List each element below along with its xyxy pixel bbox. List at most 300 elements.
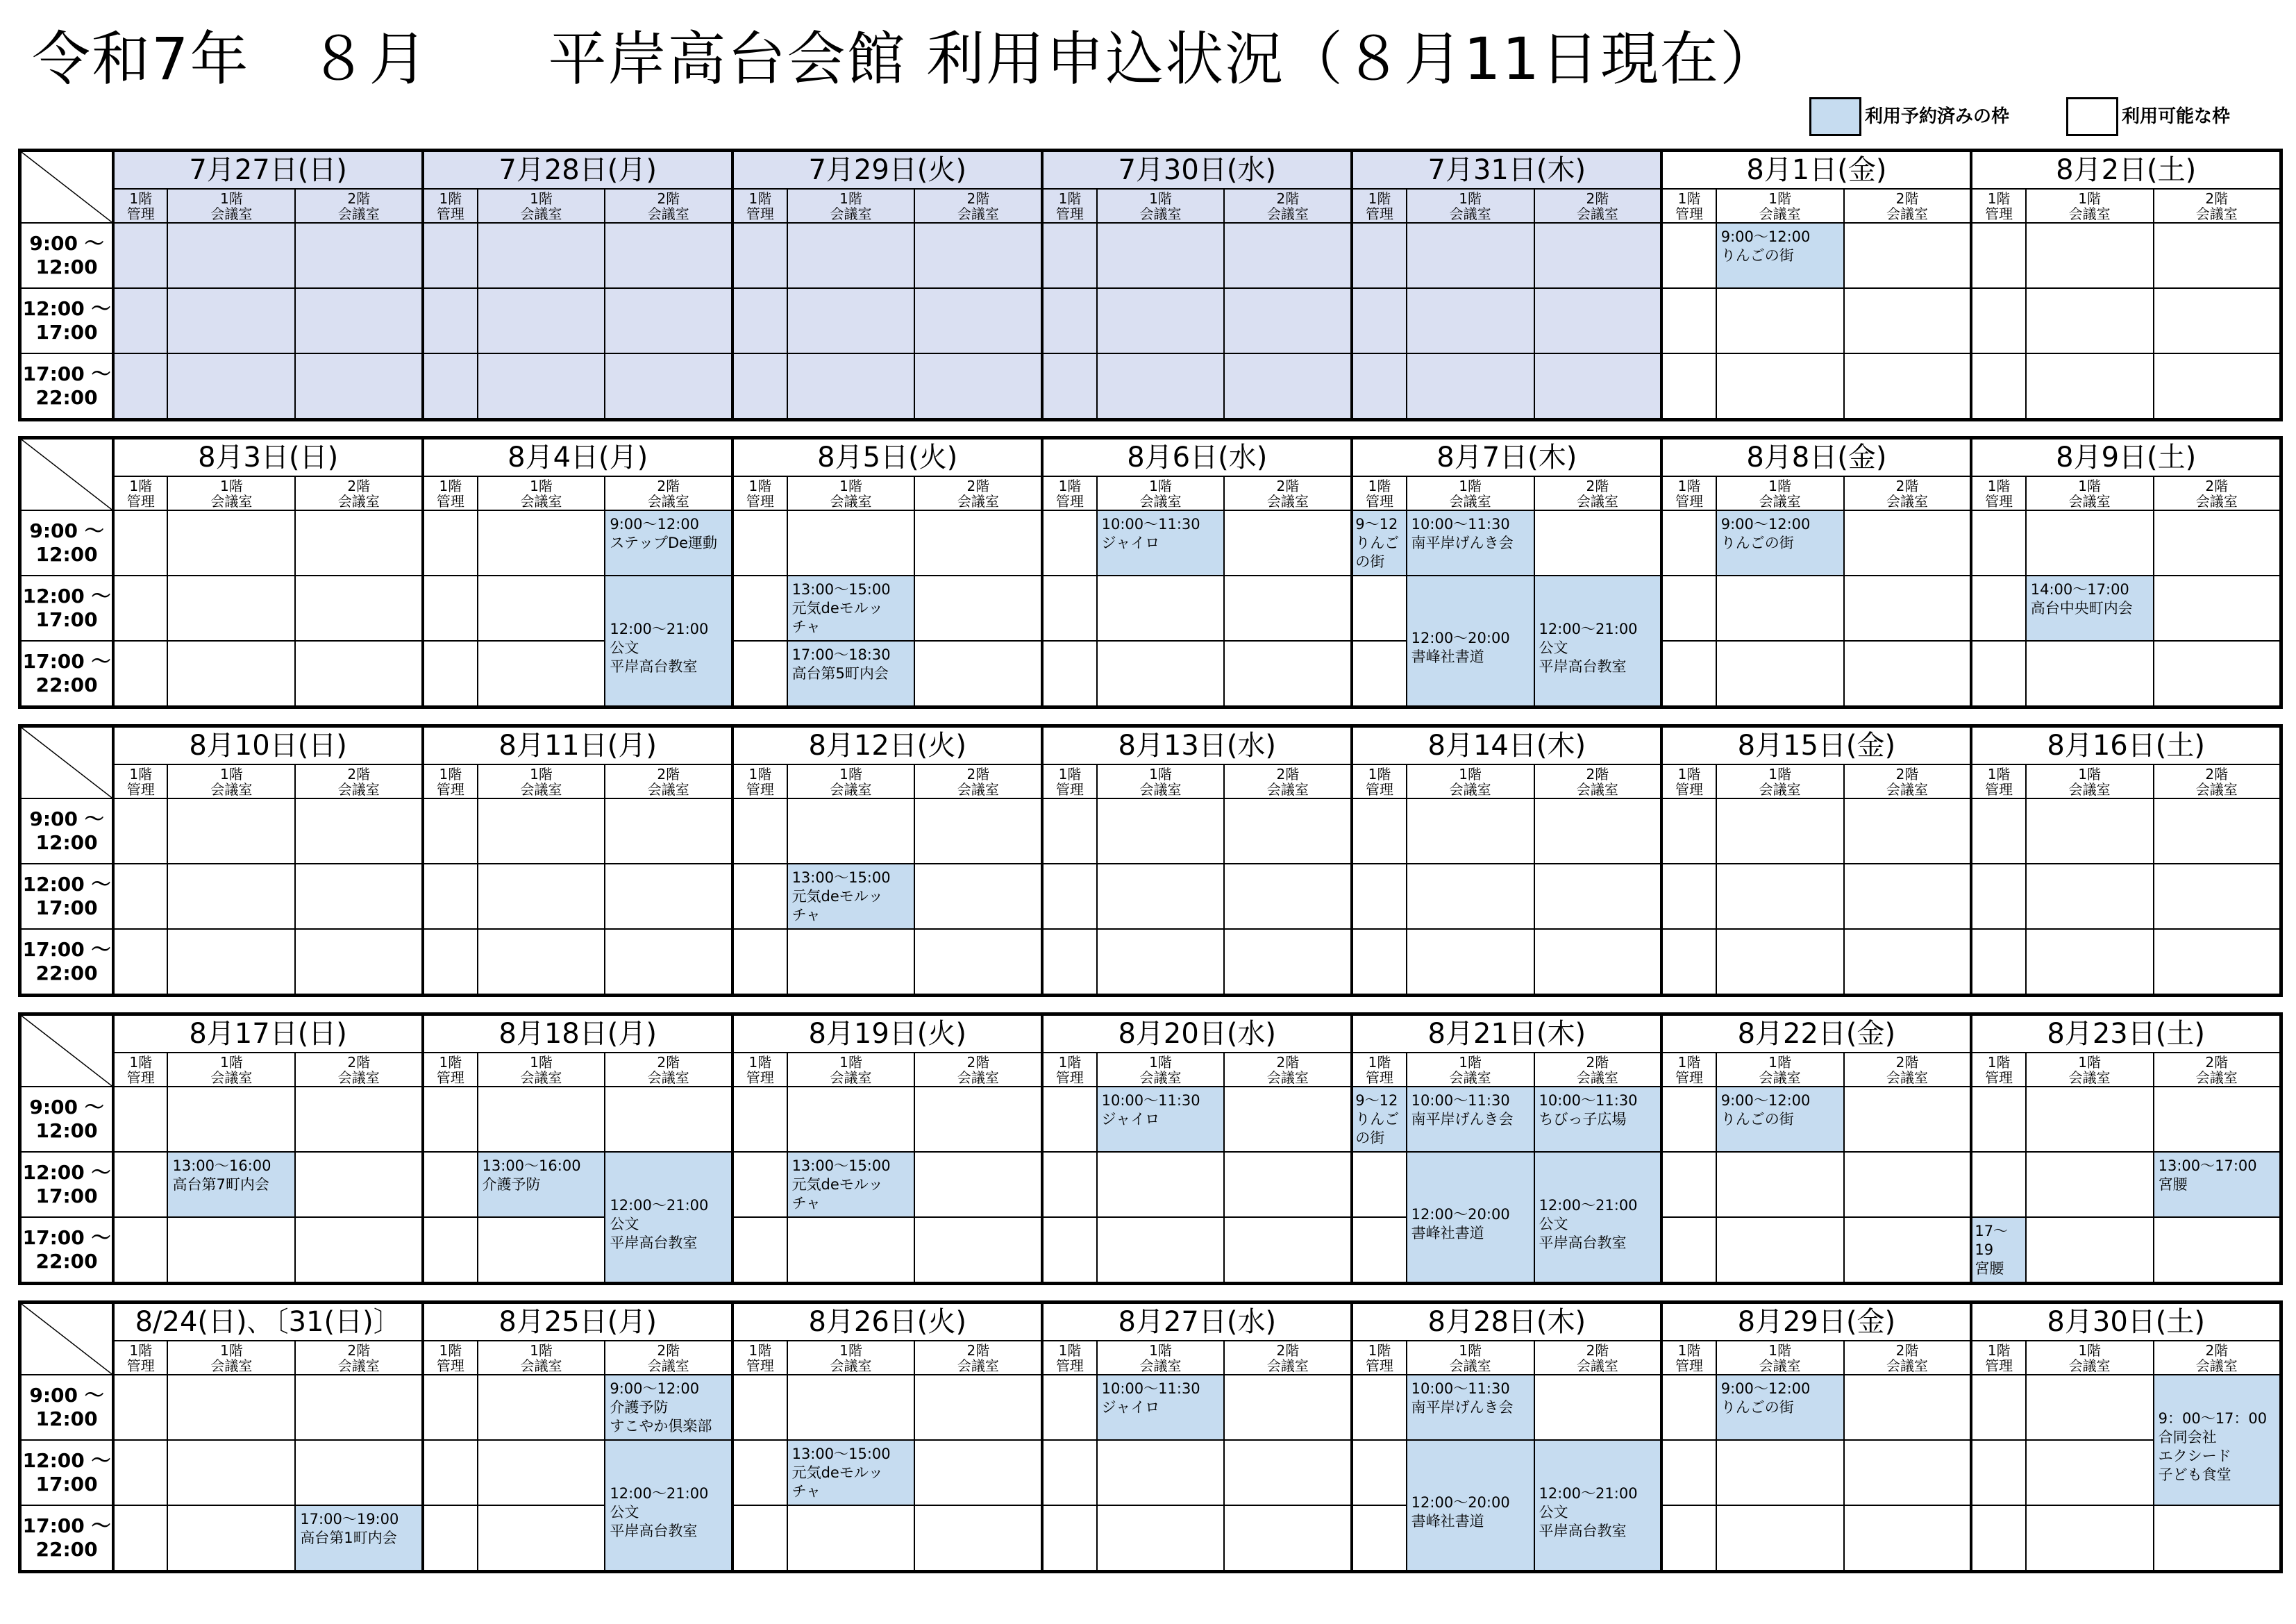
schedule-slot[interactable] (1407, 798, 1534, 864)
schedule-slot[interactable] (914, 576, 1042, 641)
schedule-slot[interactable] (732, 1505, 787, 1572)
schedule-slot[interactable] (1971, 1152, 2025, 1217)
schedule-slot[interactable] (478, 864, 605, 929)
schedule-slot[interactable] (605, 288, 732, 353)
schedule-slot[interactable] (1407, 1505, 1534, 1572)
schedule-slot[interactable] (1971, 1087, 2025, 1152)
schedule-slot[interactable] (605, 1375, 732, 1440)
schedule-slot[interactable] (605, 1087, 732, 1152)
schedule-slot[interactable] (1352, 1087, 1406, 1152)
schedule-slot[interactable] (113, 1087, 167, 1152)
schedule-slot[interactable] (787, 1505, 915, 1572)
schedule-slot[interactable] (113, 223, 167, 288)
schedule-slot[interactable] (787, 929, 915, 996)
schedule-slot[interactable] (1716, 641, 1844, 708)
schedule-slot[interactable] (1352, 1440, 1406, 1505)
schedule-slot[interactable] (423, 1375, 477, 1440)
schedule-slot[interactable] (423, 1152, 477, 1217)
schedule-slot[interactable] (1534, 1217, 1662, 1284)
schedule-slot[interactable] (1042, 641, 1096, 708)
schedule-slot[interactable] (732, 576, 787, 641)
schedule-slot[interactable] (2026, 929, 2154, 996)
schedule-slot[interactable] (1097, 929, 1225, 996)
schedule-slot[interactable] (423, 641, 477, 708)
schedule-slot[interactable] (605, 576, 732, 675)
schedule-slot[interactable] (1661, 1152, 1716, 1217)
schedule-slot[interactable] (1534, 223, 1662, 288)
booking-block[interactable] (1407, 1087, 1534, 1151)
schedule-slot[interactable] (2154, 864, 2281, 929)
schedule-slot[interactable] (1097, 288, 1225, 353)
schedule-slot[interactable] (113, 353, 167, 420)
schedule-slot[interactable] (2154, 798, 2281, 864)
schedule-slot[interactable] (732, 1087, 787, 1152)
schedule-slot[interactable] (1097, 1152, 1225, 1217)
schedule-slot[interactable] (1971, 864, 2025, 929)
schedule-slot[interactable] (605, 1152, 732, 1251)
schedule-slot[interactable] (1407, 929, 1534, 996)
schedule-slot[interactable] (732, 864, 787, 929)
booking-block[interactable] (1407, 511, 1534, 575)
schedule-slot[interactable] (1097, 1505, 1225, 1572)
schedule-slot[interactable] (2154, 1440, 2281, 1505)
booking-block[interactable] (605, 511, 731, 575)
schedule-slot[interactable] (1224, 929, 1352, 996)
schedule-slot[interactable] (295, 576, 423, 641)
schedule-slot[interactable] (1661, 353, 1716, 420)
schedule-slot[interactable] (1661, 576, 1716, 641)
booking-block[interactable] (2027, 576, 2153, 640)
schedule-slot[interactable] (1534, 353, 1662, 420)
schedule-slot[interactable] (423, 510, 477, 576)
schedule-slot[interactable] (1716, 1152, 1844, 1217)
booking-block[interactable] (1717, 224, 1843, 287)
schedule-slot[interactable] (1844, 1152, 1972, 1217)
schedule-slot[interactable] (2154, 510, 2281, 576)
booking-block[interactable] (296, 1506, 421, 1570)
schedule-slot[interactable] (1407, 1152, 1534, 1241)
schedule-slot[interactable] (1224, 576, 1352, 641)
schedule-slot[interactable] (2154, 1217, 2281, 1284)
schedule-slot[interactable] (1042, 1505, 1096, 1572)
schedule-slot[interactable] (732, 288, 787, 353)
booking-block[interactable] (788, 642, 914, 705)
booking-block[interactable] (1353, 1087, 1405, 1151)
schedule-slot[interactable] (1661, 798, 1716, 864)
schedule-slot[interactable] (113, 929, 167, 996)
schedule-slot[interactable] (478, 353, 605, 420)
schedule-slot[interactable] (1661, 1087, 1716, 1152)
schedule-slot[interactable] (914, 288, 1042, 353)
schedule-slot[interactable] (732, 641, 787, 708)
schedule-slot[interactable] (914, 1375, 1042, 1440)
schedule-slot[interactable] (1042, 864, 1096, 929)
schedule-slot[interactable] (295, 510, 423, 576)
schedule-slot[interactable] (1407, 864, 1534, 929)
schedule-slot[interactable] (295, 641, 423, 708)
schedule-slot[interactable] (1661, 864, 1716, 929)
schedule-slot[interactable] (1534, 641, 1662, 708)
schedule-slot[interactable] (2154, 223, 2281, 288)
schedule-slot[interactable] (1097, 641, 1225, 708)
schedule-slot[interactable] (478, 223, 605, 288)
schedule-slot[interactable] (1352, 1217, 1406, 1284)
schedule-slot[interactable] (1042, 1440, 1096, 1505)
schedule-slot[interactable] (167, 798, 295, 864)
schedule-slot[interactable] (1716, 1440, 1844, 1505)
schedule-slot[interactable] (1224, 1152, 1352, 1217)
schedule-slot[interactable] (914, 1440, 1042, 1505)
schedule-slot[interactable] (1097, 223, 1225, 288)
schedule-slot[interactable] (1844, 223, 1972, 288)
schedule-slot[interactable] (423, 353, 477, 420)
schedule-slot[interactable] (1224, 288, 1352, 353)
schedule-slot[interactable] (1971, 288, 2025, 353)
schedule-slot[interactable] (2154, 353, 2281, 420)
schedule-slot[interactable] (787, 353, 915, 420)
schedule-slot[interactable] (2154, 576, 2281, 641)
schedule-slot[interactable] (605, 1217, 732, 1284)
schedule-slot[interactable] (478, 1087, 605, 1152)
schedule-slot[interactable] (1716, 223, 1844, 288)
schedule-slot[interactable] (478, 641, 605, 708)
schedule-slot[interactable] (914, 223, 1042, 288)
schedule-slot[interactable] (1407, 223, 1534, 288)
schedule-slot[interactable] (1224, 1440, 1352, 1505)
schedule-slot[interactable] (423, 1217, 477, 1284)
schedule-slot[interactable] (2026, 1505, 2154, 1572)
schedule-slot[interactable] (1971, 1440, 2025, 1505)
schedule-slot[interactable] (1661, 929, 1716, 996)
schedule-slot[interactable] (1352, 1152, 1406, 1217)
schedule-slot[interactable] (295, 223, 423, 288)
schedule-slot[interactable] (478, 1217, 605, 1284)
schedule-slot[interactable] (1971, 1375, 2025, 1440)
booking-block[interactable] (2154, 1153, 2279, 1216)
schedule-slot[interactable] (1534, 576, 1662, 675)
schedule-slot[interactable] (478, 510, 605, 576)
schedule-slot[interactable] (113, 1217, 167, 1284)
schedule-slot[interactable] (914, 510, 1042, 576)
schedule-slot[interactable] (787, 864, 915, 929)
booking-block[interactable] (1535, 1087, 1661, 1151)
schedule-slot[interactable] (478, 798, 605, 864)
schedule-slot[interactable] (914, 1087, 1042, 1152)
schedule-slot[interactable] (1716, 1087, 1844, 1152)
schedule-slot[interactable] (113, 798, 167, 864)
schedule-slot[interactable] (423, 576, 477, 641)
schedule-slot[interactable] (605, 798, 732, 864)
schedule-slot[interactable] (1224, 1375, 1352, 1440)
schedule-slot[interactable] (787, 1087, 915, 1152)
schedule-slot[interactable] (1716, 1505, 1844, 1572)
schedule-slot[interactable] (914, 1152, 1042, 1217)
schedule-slot[interactable] (732, 353, 787, 420)
schedule-slot[interactable] (423, 288, 477, 353)
schedule-slot[interactable] (2026, 1375, 2154, 1440)
schedule-slot[interactable] (423, 223, 477, 288)
schedule-slot[interactable] (167, 1217, 295, 1284)
schedule-slot[interactable] (295, 798, 423, 864)
schedule-slot[interactable] (1042, 223, 1096, 288)
schedule-slot[interactable] (1224, 1505, 1352, 1572)
schedule-slot[interactable] (167, 1087, 295, 1152)
schedule-slot[interactable] (1534, 1375, 1662, 1440)
schedule-slot[interactable] (787, 641, 915, 708)
schedule-slot[interactable] (1971, 1217, 2025, 1284)
schedule-slot[interactable] (1971, 641, 2025, 708)
schedule-slot[interactable] (2026, 1217, 2154, 1284)
schedule-slot[interactable] (914, 353, 1042, 420)
schedule-slot[interactable] (2154, 1152, 2281, 1217)
schedule-slot[interactable] (1042, 798, 1096, 864)
schedule-slot[interactable] (1407, 510, 1534, 576)
schedule-slot[interactable] (1844, 864, 1972, 929)
schedule-slot[interactable] (1661, 223, 1716, 288)
schedule-slot[interactable] (1042, 510, 1096, 576)
schedule-slot[interactable] (605, 223, 732, 288)
schedule-slot[interactable] (1407, 288, 1534, 353)
schedule-slot[interactable] (2026, 641, 2154, 708)
schedule-slot[interactable] (1042, 1087, 1096, 1152)
schedule-slot[interactable] (732, 929, 787, 996)
schedule-slot[interactable] (1407, 1375, 1534, 1440)
schedule-slot[interactable] (167, 1505, 295, 1572)
booking-block[interactable] (1972, 1218, 2025, 1282)
schedule-slot[interactable] (1661, 288, 1716, 353)
schedule-slot[interactable] (295, 1375, 423, 1440)
schedule-slot[interactable] (1971, 510, 2025, 576)
schedule-slot[interactable] (2154, 1087, 2281, 1152)
schedule-slot[interactable] (1844, 1440, 1972, 1505)
schedule-slot[interactable] (732, 510, 787, 576)
schedule-slot[interactable] (478, 1505, 605, 1572)
schedule-slot[interactable] (478, 1152, 605, 1217)
booking-block[interactable] (478, 1153, 605, 1216)
schedule-slot[interactable] (914, 929, 1042, 996)
schedule-slot[interactable] (1971, 929, 2025, 996)
schedule-slot[interactable] (1352, 510, 1406, 576)
schedule-slot[interactable] (605, 510, 732, 576)
schedule-slot[interactable] (1844, 576, 1972, 641)
schedule-slot[interactable] (1407, 1087, 1534, 1152)
schedule-slot[interactable] (1042, 288, 1096, 353)
schedule-slot[interactable] (1407, 1440, 1534, 1530)
schedule-slot[interactable] (1971, 798, 2025, 864)
schedule-slot[interactable] (1407, 641, 1534, 708)
booking-block[interactable] (788, 864, 914, 928)
booking-block[interactable] (1407, 1375, 1534, 1439)
schedule-slot[interactable] (732, 1375, 787, 1440)
booking-block[interactable] (1098, 511, 1224, 575)
schedule-slot[interactable] (732, 798, 787, 864)
booking-block[interactable] (1717, 511, 1843, 575)
schedule-slot[interactable] (1971, 223, 2025, 288)
schedule-slot[interactable] (1097, 1087, 1225, 1152)
schedule-slot[interactable] (295, 353, 423, 420)
schedule-slot[interactable] (1097, 576, 1225, 641)
schedule-slot[interactable] (1097, 864, 1225, 929)
booking-block[interactable] (168, 1153, 294, 1216)
schedule-slot[interactable] (1716, 864, 1844, 929)
schedule-slot[interactable] (1534, 1087, 1662, 1152)
schedule-slot[interactable] (113, 510, 167, 576)
schedule-slot[interactable] (2026, 288, 2154, 353)
schedule-slot[interactable] (1352, 798, 1406, 864)
schedule-slot[interactable] (1224, 510, 1352, 576)
schedule-slot[interactable] (787, 576, 915, 641)
schedule-slot[interactable] (478, 929, 605, 996)
schedule-slot[interactable] (914, 1217, 1042, 1284)
schedule-slot[interactable] (423, 798, 477, 864)
schedule-slot[interactable] (1661, 641, 1716, 708)
schedule-slot[interactable] (1844, 288, 1972, 353)
schedule-slot[interactable] (1844, 1217, 1972, 1284)
schedule-slot[interactable] (1534, 510, 1662, 576)
schedule-slot[interactable] (1224, 1087, 1352, 1152)
schedule-slot[interactable] (1042, 1152, 1096, 1217)
schedule-slot[interactable] (1352, 288, 1406, 353)
schedule-slot[interactable] (1534, 929, 1662, 996)
schedule-slot[interactable] (295, 1440, 423, 1505)
booking-block[interactable] (1717, 1087, 1843, 1151)
schedule-slot[interactable] (113, 641, 167, 708)
schedule-slot[interactable] (1534, 1505, 1662, 1572)
schedule-slot[interactable] (478, 1375, 605, 1440)
schedule-slot[interactable] (1534, 288, 1662, 353)
schedule-slot[interactable] (295, 288, 423, 353)
schedule-slot[interactable] (113, 576, 167, 641)
booking-block[interactable] (788, 576, 914, 640)
schedule-slot[interactable] (113, 288, 167, 353)
schedule-slot[interactable] (787, 1440, 915, 1505)
schedule-slot[interactable] (1971, 1505, 2025, 1572)
schedule-slot[interactable] (167, 929, 295, 996)
schedule-slot[interactable] (1224, 864, 1352, 929)
schedule-slot[interactable] (1844, 641, 1972, 708)
schedule-slot[interactable] (1352, 576, 1406, 641)
schedule-slot[interactable] (113, 1375, 167, 1440)
schedule-slot[interactable] (423, 929, 477, 996)
schedule-slot[interactable] (167, 1375, 295, 1440)
schedule-slot[interactable] (295, 1152, 423, 1217)
schedule-slot[interactable] (167, 223, 295, 288)
schedule-slot[interactable] (1042, 1217, 1096, 1284)
schedule-slot[interactable] (1716, 929, 1844, 996)
schedule-slot[interactable] (605, 1440, 732, 1539)
schedule-slot[interactable] (113, 1505, 167, 1572)
schedule-slot[interactable] (605, 864, 732, 929)
schedule-slot[interactable] (1042, 353, 1096, 420)
schedule-slot[interactable] (167, 288, 295, 353)
schedule-slot[interactable] (2026, 798, 2154, 864)
schedule-slot[interactable] (2026, 353, 2154, 420)
schedule-slot[interactable] (1042, 1375, 1096, 1440)
schedule-slot[interactable] (2154, 1505, 2281, 1572)
schedule-slot[interactable] (423, 864, 477, 929)
schedule-slot[interactable] (1716, 576, 1844, 641)
schedule-slot[interactable] (1097, 353, 1225, 420)
schedule-slot[interactable] (787, 288, 915, 353)
schedule-slot[interactable] (2026, 223, 2154, 288)
schedule-slot[interactable] (1844, 929, 1972, 996)
schedule-slot[interactable] (1352, 929, 1406, 996)
schedule-slot[interactable] (1352, 223, 1406, 288)
schedule-slot[interactable] (1716, 1375, 1844, 1440)
schedule-slot[interactable] (1042, 576, 1096, 641)
schedule-slot[interactable] (167, 641, 295, 708)
schedule-slot[interactable] (1844, 1375, 1972, 1440)
schedule-slot[interactable] (1224, 223, 1352, 288)
schedule-slot[interactable] (1352, 864, 1406, 929)
schedule-slot[interactable] (1716, 1217, 1844, 1284)
schedule-slot[interactable] (1716, 510, 1844, 576)
schedule-slot[interactable] (167, 510, 295, 576)
schedule-slot[interactable] (914, 641, 1042, 708)
schedule-slot[interactable] (295, 929, 423, 996)
schedule-slot[interactable] (1407, 576, 1534, 665)
schedule-slot[interactable] (605, 641, 732, 708)
schedule-slot[interactable] (1844, 798, 1972, 864)
schedule-slot[interactable] (2154, 1375, 2281, 1483)
schedule-slot[interactable] (1097, 1440, 1225, 1505)
schedule-slot[interactable] (1352, 1375, 1406, 1440)
booking-block[interactable] (788, 1441, 914, 1505)
schedule-slot[interactable] (167, 864, 295, 929)
schedule-slot[interactable] (1352, 1505, 1406, 1572)
schedule-slot[interactable] (295, 1087, 423, 1152)
schedule-slot[interactable] (1661, 1505, 1716, 1572)
schedule-slot[interactable] (1971, 353, 2025, 420)
schedule-slot[interactable] (914, 798, 1042, 864)
schedule-slot[interactable] (2026, 1087, 2154, 1152)
schedule-slot[interactable] (295, 1217, 423, 1284)
schedule-slot[interactable] (1844, 1087, 1972, 1152)
schedule-slot[interactable] (605, 1505, 732, 1572)
schedule-slot[interactable] (1534, 864, 1662, 929)
schedule-slot[interactable] (787, 798, 915, 864)
schedule-slot[interactable] (1716, 288, 1844, 353)
schedule-slot[interactable] (1042, 929, 1096, 996)
schedule-slot[interactable] (914, 864, 1042, 929)
schedule-slot[interactable] (787, 223, 915, 288)
schedule-slot[interactable] (914, 1505, 1042, 1572)
schedule-slot[interactable] (1534, 1152, 1662, 1251)
schedule-slot[interactable] (732, 223, 787, 288)
schedule-slot[interactable] (787, 510, 915, 576)
booking-block[interactable] (788, 1153, 914, 1216)
schedule-slot[interactable] (1661, 1375, 1716, 1440)
schedule-slot[interactable] (295, 864, 423, 929)
schedule-slot[interactable] (167, 1440, 295, 1505)
schedule-slot[interactable] (2026, 864, 2154, 929)
schedule-slot[interactable] (1844, 510, 1972, 576)
schedule-slot[interactable] (1097, 1375, 1225, 1440)
schedule-slot[interactable] (2026, 1440, 2154, 1505)
schedule-slot[interactable] (605, 929, 732, 996)
booking-block[interactable] (1098, 1087, 1224, 1151)
schedule-slot[interactable] (167, 1152, 295, 1217)
schedule-slot[interactable] (1844, 353, 1972, 420)
schedule-slot[interactable] (423, 1440, 477, 1505)
schedule-slot[interactable] (1224, 798, 1352, 864)
schedule-slot[interactable] (167, 576, 295, 641)
schedule-slot[interactable] (732, 1152, 787, 1217)
schedule-slot[interactable] (2026, 510, 2154, 576)
schedule-slot[interactable] (1352, 353, 1406, 420)
schedule-slot[interactable] (1844, 1505, 1972, 1572)
booking-block[interactable] (1098, 1375, 1224, 1439)
